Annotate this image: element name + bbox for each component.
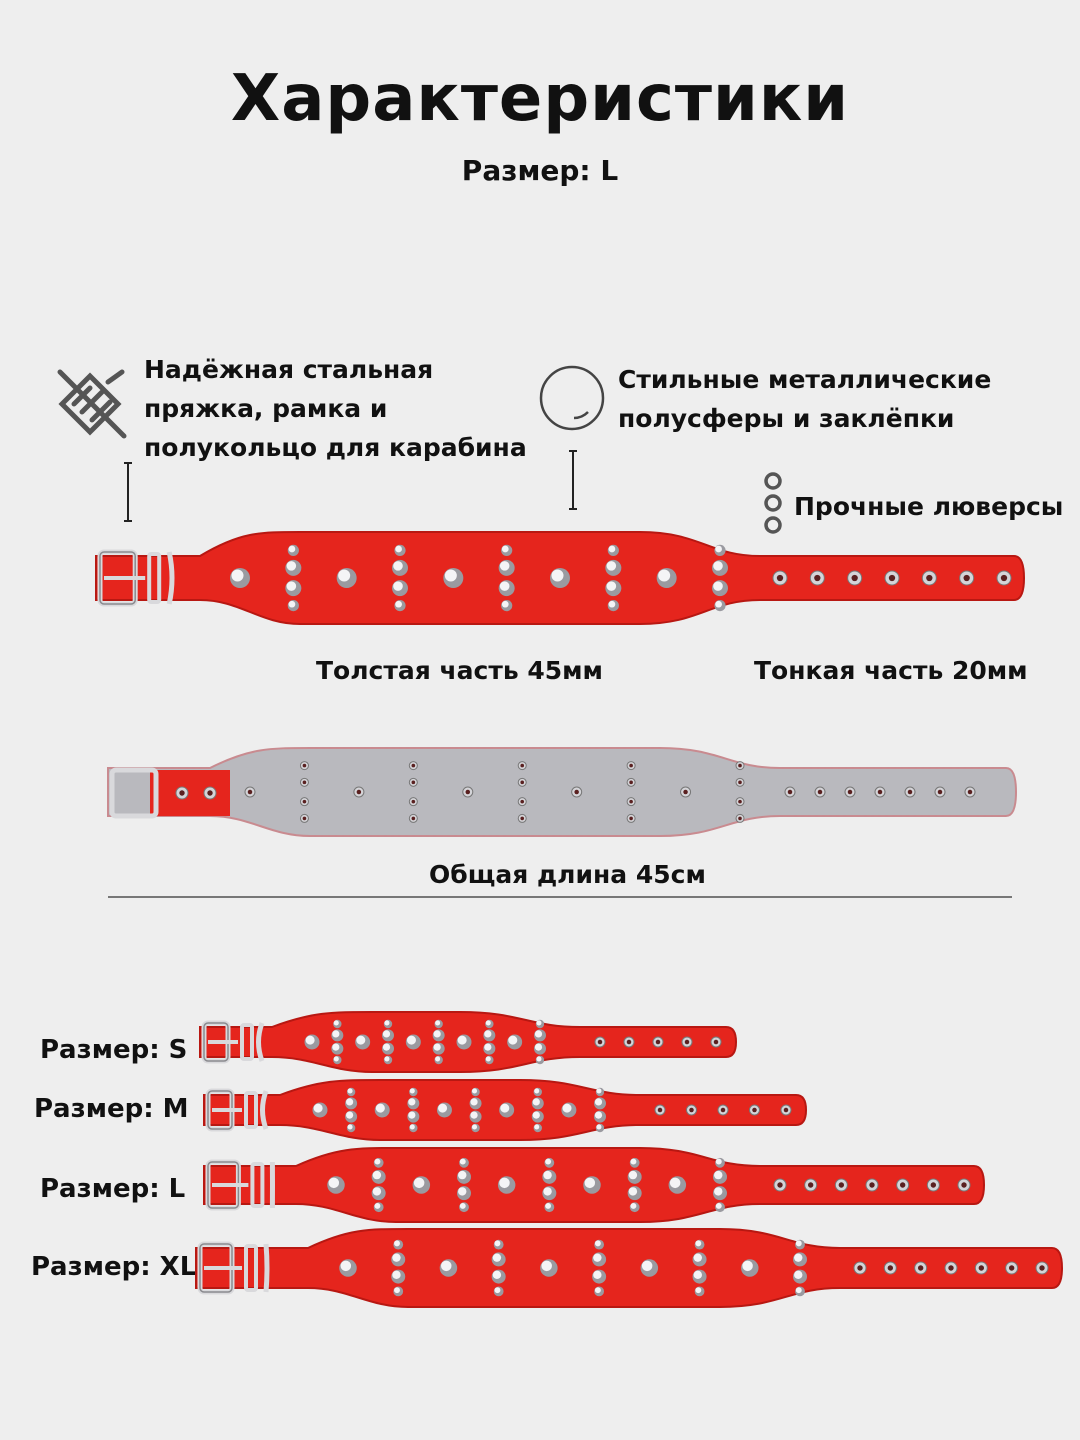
size-l-grommet <box>835 1179 847 1191</box>
size-l-stud <box>713 1186 727 1200</box>
size-xl-rivet <box>594 1287 604 1297</box>
size-m-grommet <box>718 1105 728 1115</box>
size-l-stud <box>628 1186 642 1200</box>
size-xl-rivet <box>393 1287 403 1297</box>
size-m-stud <box>437 1103 452 1118</box>
size-s-stud <box>382 1043 394 1055</box>
size-l-stud <box>457 1170 471 1184</box>
size-s-rivet <box>434 1020 442 1028</box>
size-xl-stud <box>693 1252 707 1266</box>
size-xl-grommet <box>915 1262 927 1274</box>
size-s-stud <box>457 1035 472 1050</box>
size-s-stud <box>483 1029 495 1041</box>
size-xl-rivet <box>594 1240 604 1250</box>
size-l-rivet <box>374 1158 384 1168</box>
size-xl-stud <box>440 1259 458 1277</box>
size-m-stud <box>375 1103 390 1118</box>
size-s-stud <box>534 1043 546 1055</box>
size-xl-d-ring <box>266 1244 267 1292</box>
size-l-stud <box>372 1186 386 1200</box>
size-xl-rivet <box>695 1240 705 1250</box>
size-l-rivet <box>459 1158 469 1168</box>
size-l-stud <box>713 1170 727 1184</box>
size-s-rivet <box>485 1020 493 1028</box>
size-m-stud <box>407 1111 419 1123</box>
page-title: Характеристики <box>230 62 850 136</box>
page-subtitle: Размер: L <box>461 154 619 187</box>
size-l-stud <box>457 1186 471 1200</box>
size-m-rivet <box>409 1088 417 1096</box>
size-l-stud <box>669 1176 687 1194</box>
size-xl-rivet <box>494 1240 504 1250</box>
size-xl-strap <box>196 1229 1062 1307</box>
size-l-stud <box>583 1176 601 1194</box>
size-s-stud <box>433 1043 445 1055</box>
size-xl-grommet <box>884 1262 896 1274</box>
size-s-stud <box>355 1035 370 1050</box>
feature-grommets-text: Прочные люверсы <box>794 492 1064 521</box>
size-xl-grommet <box>854 1262 866 1274</box>
size-s-stud <box>331 1029 343 1041</box>
size-l-rivet <box>374 1202 384 1212</box>
size-l-grommet <box>958 1179 970 1191</box>
size-xl-stud <box>540 1259 558 1277</box>
size-m-stud <box>407 1097 419 1109</box>
size-l-rivet <box>544 1158 554 1168</box>
size-m-stud <box>532 1111 544 1123</box>
size-s-stud <box>331 1043 343 1055</box>
size-s-stud <box>483 1043 495 1055</box>
size-m-rivet <box>534 1124 542 1132</box>
size-label-s: Размер: S <box>40 1035 188 1065</box>
size-xl-stud <box>592 1270 606 1284</box>
size-label-m: Размер: M <box>34 1094 189 1124</box>
size-l-grommet <box>866 1179 878 1191</box>
size-m-stud <box>532 1097 544 1109</box>
size-m-grommet <box>655 1105 665 1115</box>
size-l-rivet <box>715 1158 725 1168</box>
size-s-rivet <box>536 1020 544 1028</box>
size-xl-stud <box>391 1270 405 1284</box>
size-m-stud <box>470 1097 482 1109</box>
size-xl-stud <box>793 1252 807 1266</box>
size-xl-rivet <box>795 1287 805 1297</box>
size-s-grommet <box>595 1037 605 1047</box>
size-xl-rivet <box>695 1287 705 1297</box>
thick-part-label: Толстая часть 45мм <box>316 656 603 685</box>
size-m-grommet <box>750 1105 760 1115</box>
size-m-rivet <box>534 1088 542 1096</box>
size-label-l: Размер: L <box>40 1174 186 1204</box>
size-m-rivet <box>471 1124 479 1132</box>
size-s-rivet <box>536 1056 544 1064</box>
size-s-stud <box>406 1035 421 1050</box>
size-s-rivet <box>434 1056 442 1064</box>
size-l-rivet <box>715 1202 725 1212</box>
size-l-stud <box>327 1176 345 1194</box>
size-xl-grommet <box>1036 1262 1048 1274</box>
size-s-stud <box>433 1029 445 1041</box>
size-xl-grommet <box>975 1262 987 1274</box>
size-xl-stud <box>641 1259 659 1277</box>
size-s-rivet <box>384 1056 392 1064</box>
size-xl-grommet <box>1006 1262 1018 1274</box>
size-m-stud <box>499 1103 514 1118</box>
thin-part-label: Тонкая часть 20мм <box>754 656 1028 685</box>
size-xl-stud <box>492 1270 506 1284</box>
size-l-grommet <box>774 1179 786 1191</box>
size-m-grommet <box>781 1105 791 1115</box>
size-xl-stud <box>339 1259 357 1277</box>
size-m-rivet <box>596 1124 604 1132</box>
size-s-rivet <box>333 1020 341 1028</box>
size-xl-stud <box>693 1270 707 1284</box>
size-s-stud <box>305 1035 320 1050</box>
size-l-rivet <box>630 1158 640 1168</box>
size-l-grommet <box>927 1179 939 1191</box>
size-s-rivet <box>384 1020 392 1028</box>
feature-studs-text: Стильные металлические полусферы и заклёпки <box>618 365 992 433</box>
size-m-rivet <box>347 1088 355 1096</box>
size-s-grommet <box>624 1037 634 1047</box>
size-l-stud <box>628 1170 642 1184</box>
size-l-stud <box>542 1186 556 1200</box>
size-s-grommet <box>653 1037 663 1047</box>
size-xl-stud <box>741 1259 759 1277</box>
size-xl-grommet <box>945 1262 957 1274</box>
size-m-grommet <box>687 1105 697 1115</box>
size-s-stud <box>382 1029 394 1041</box>
size-m-stud <box>594 1111 606 1123</box>
size-m-rivet <box>409 1124 417 1132</box>
size-xl-rivet <box>393 1240 403 1250</box>
feature-buckle-text: Надёжная стальная пряжка, рамка и полукольцо для карабина <box>144 355 527 462</box>
size-l-rivet <box>459 1202 469 1212</box>
size-s-stud <box>534 1029 546 1041</box>
size-m-stud <box>470 1111 482 1123</box>
size-xl-stud <box>391 1252 405 1266</box>
size-l-stud <box>413 1176 431 1194</box>
total-length-label: Общая длина 45см <box>429 860 706 889</box>
size-m-stud <box>561 1103 576 1118</box>
size-l-stud <box>498 1176 515 1194</box>
size-l-stud <box>372 1170 386 1184</box>
size-l-rivet <box>544 1202 554 1212</box>
size-xl-stud <box>793 1270 807 1284</box>
size-m-stud <box>313 1103 328 1118</box>
size-s-grommet <box>682 1037 692 1047</box>
size-l-stud <box>542 1170 556 1184</box>
size-l-grommet <box>805 1179 817 1191</box>
size-m-rivet <box>596 1088 604 1096</box>
size-m-rivet <box>471 1088 479 1096</box>
size-m-stud <box>345 1111 357 1123</box>
size-s-rivet <box>333 1056 341 1064</box>
size-xl-stud <box>492 1252 506 1266</box>
size-l-grommet <box>897 1179 909 1191</box>
size-s-rivet <box>485 1056 493 1064</box>
size-xl-rivet <box>795 1240 805 1250</box>
size-m-stud <box>594 1097 606 1109</box>
size-xl-stud <box>592 1252 606 1266</box>
size-l-rivet <box>630 1202 640 1212</box>
size-xl-rivet <box>494 1287 504 1297</box>
size-m-rivet <box>347 1124 355 1132</box>
size-s-grommet <box>711 1037 721 1047</box>
size-m-stud <box>345 1097 357 1109</box>
size-s-stud <box>507 1035 522 1050</box>
size-label-xl: Размер: XL <box>31 1252 197 1282</box>
